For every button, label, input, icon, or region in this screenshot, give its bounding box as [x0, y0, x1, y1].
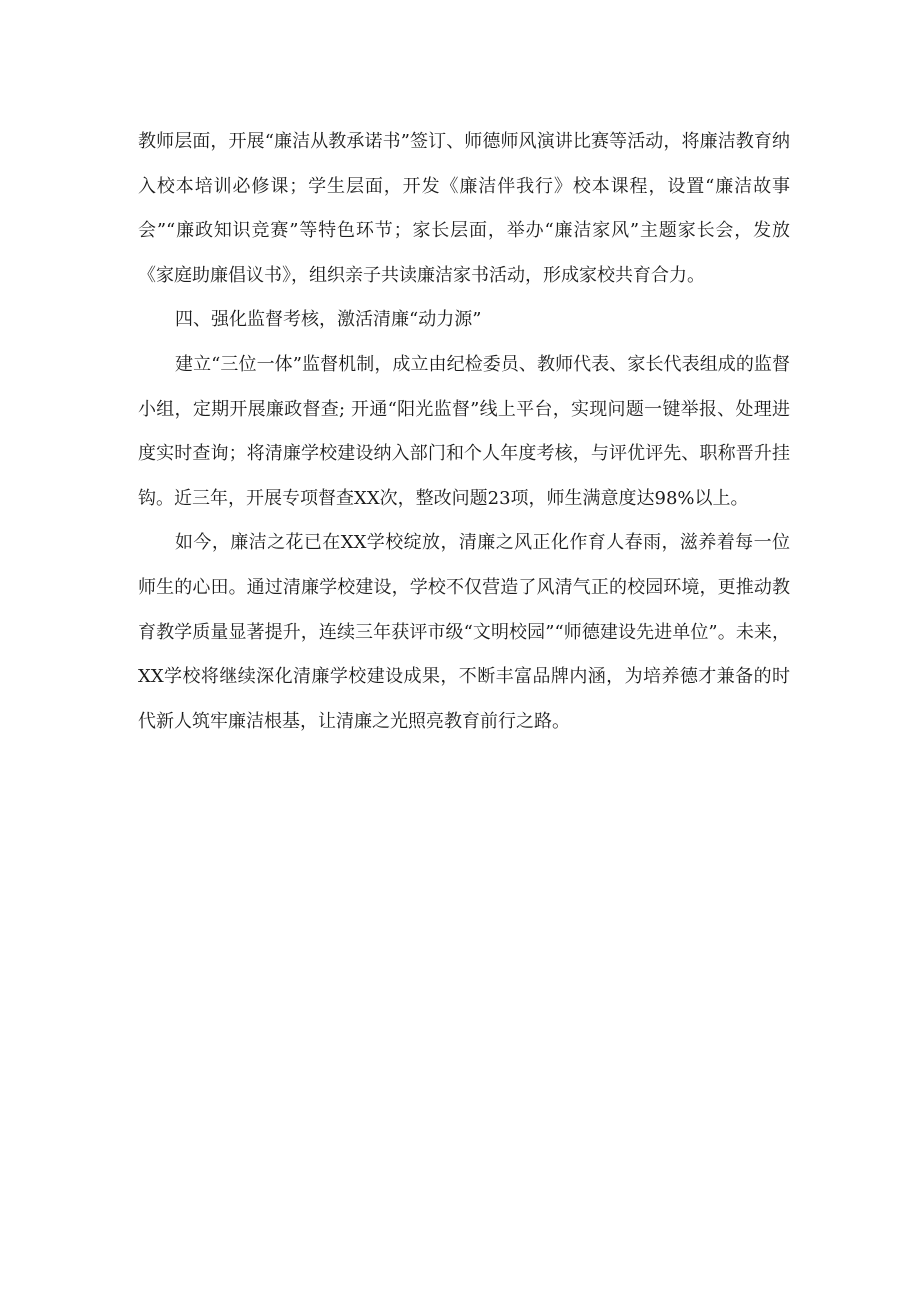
document-body — [138, 120, 790, 744]
paragraph-supervision-mechanism: 建立“三位一体”监督机制，成立由纪检委员、教师代表、家长代表组成的监督小组，定期开展廉政督查; 开通“阳光监督”线上平台，实现问题一键举报、处理进度实时查询；将清廉学校建设纳入部门和个人年度考核，与评优评先、职称晋升挂钩。近三年，开展专项督查XX次，整改问题23项，师生满意度达98%以上。 — [138, 353, 790, 509]
section-heading-supervision: 四、强化监督考核，激活清廉“动力源” — [175, 309, 482, 331]
paragraph-education-levels: 教师层面，开展“廉洁从教承诺书”签订、师德师风演讲比赛等活动，将廉洁教育纳入校本培训必修课；学生层面，开发《廉洁伴我行》校本课程，设置“廉洁故事会”“廉政知识竞赛”等特色环节；家长层面，举办“廉洁家风”主题家长会，发放《家庭助廉倡议书》，组织亲子共读廉洁家书活动，形成家校共育合力。 — [138, 131, 790, 286]
paragraph-conclusion: 如今，廉洁之花已在XX学校绽放，清廉之风正化作育人春雨，滋养着每一位师生的心田。通过清廉学校建设，学校不仅营造了风清气正的校园环境，更推动教育教学质量显著提升，连续三年获评市级“文明校园”“师德建设先进单位”。未来，XX学校将继续深化清廉学校建设成果，不断丰富品牌内涵，为培养德才兼备的时代新人筑牢廉洁根基，让清廉之光照亮教育前行之路。 — [138, 532, 790, 732]
